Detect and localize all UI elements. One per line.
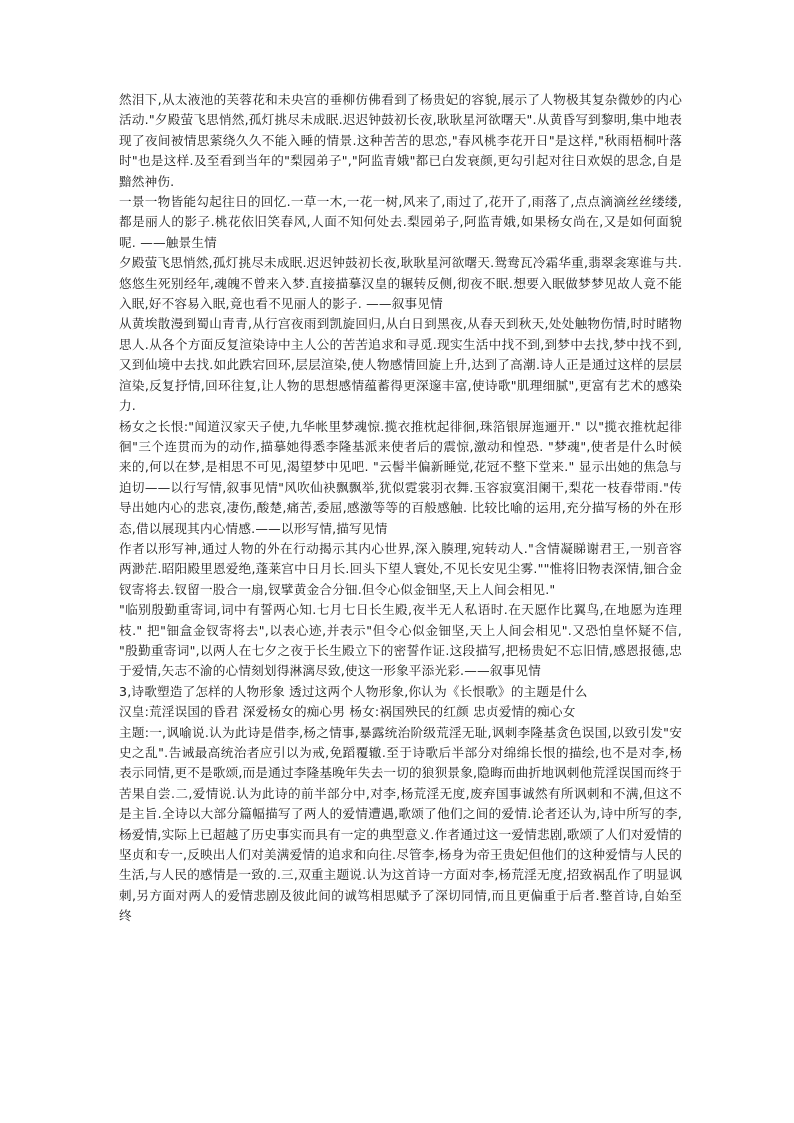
paragraph-4: 从黄埃散漫到蜀山青青,从行宫夜雨到凯旋回归,从白日到黑夜,从春天到秋天,处处触物伤情,时时睹物思人.从各个方面反复渲染诗中主人公的苦苦追求和寻觅.现实生活中找不到,到梦中去找,梦中找不到,又到仙境中去找.如此跌宕回环,层层渲染,使人物感情回旋上升,达到了高潮.诗人正是通过这样的层层渲染,反复抒情,回环往复,让人物的思想感情蕴蓄得更深邃丰富,使诗歌"肌理细腻",更富有艺术的感染力. [119,316,682,414]
theme-paragraph: 主题:一,讽喻说.认为此诗是借李,杨之情事,暴露统治阶级荒淫无耻,讽刺李隆基贪色误国,以致引发"安史之乱".告诫最高统治者应引以为戒,免蹈覆辙.至于诗歌后半部分对绵绵长恨的描绘,也不是对李,杨表示同情,更不是歌颂,而是通过李隆基晚年失去一切的狼狈景象,隐晦而曲折地讽刺他荒淫误国而终于苦果自尝.二,爱情说.认为此诗的前半部分中,对李,杨荒淫无度,废弃国事诚然有所讽刺和不满,但这不是主旨.全诗以大部分篇幅描写了两人的爱情遭遇,歌颂了他们之间的爱情.论者还认为,诗中所写的李,杨爱情,实际上已超越了历史事实而具有一定的典型意义.作者通过这一爱情悲剧,歌颂了人们对爱情的坚贞和专一,反映出人们对美满爱情的追求和向往.尽管李,杨身为帝王贵妃但他们的这种爱情与人民的生活,与人民的感情是一致的.三,双重主题说.认为这首诗一方面对李,杨荒淫无度,招致祸乱作了明显讽刺,另方面对两人的爱情悲剧及彼此间的诚笃相思赋予了深切同情,而且更偏重于后者.整首诗,自始至终 [119,724,682,924]
paragraph-6: 作者以形写神,通过人物的外在行动揭示其内心世界,深入腠理,宛转动人."含情凝睇谢君王,一别音容两渺茫.昭阳殿里恩爱绝,蓬莱宫中日月长.回头下望人寰处,不见长安见尘雾.""惟将旧物表深情,钿合金钗寄将去.钗留一股合一扇,钗擘黄金合分钿.但令心似金钿坚,天上人间会相见." [119,540,682,597]
character-summary: 汉皇:荒淫误国的昏君 深爱杨女的痴心男 杨女:祸国殃民的红颜 忠贞爱情的痴心女 [119,704,576,720]
paragraph-5: 杨女之长恨:"闻道汉家天子使,九华帐里梦魂惊.揽衣推枕起徘徊,珠箔银屏迤逦开." 以"揽衣推枕起徘徊"三个连贯而为的动作,描摹她得悉李隆基派来使者后的震惊,激动和惶恐. "梦魂",使者是什么时候来的,何以在梦,是相思不可见,渴望梦中见吧. "云髻半偏新睡觉,花冠不整下堂来." 显示出她的焦急与迫切——以行写情,叙事见情"风吹仙袂飘飘举,犹似霓裳羽衣舞.玉容寂寞泪阑干,梨花一枝春带雨."传导出她内心的悲哀,凄伤,酸楚,痛苦,委屈,感激等等的百般感触. 比较比喻的运用,充分描写杨的外在形态,借以展现其内心情感.——以形写情,描写见情 [119,418,682,536]
paragraph-2: 一景一物皆能勾起往日的回忆.一草一木,一花一树,风来了,雨过了,花开了,雨落了,点点滴滴丝丝缕缕,都是丽人的影子.桃花依旧笑春风,人面不知何处去.梨园弟子,阿监青娥,如果杨女尚在,又是如何面貌呢. ——触景生情 [119,194,682,250]
paragraph-1: 然泪下,从太液池的芙蓉花和未央宫的垂柳仿佛看到了杨贵妃的容貌,展示了人物极其复杂微妙的内心活动."夕殿萤飞思悄然,孤灯挑尽未成眠.迟迟钟鼓初长夜,耿耿星河欲曙天".从黄昏写到黎明,集中地表现了夜间被情思萦绕久久不能入睡的情景.这种苦苦的思恋,"春风桃李花开日"是这样,"秋雨梧桐叶落时"也是这样.及至看到当年的"梨园弟子","阿监青娥"都已白发衰颜,更勾引起对往日欢娱的思念,自是黯然神伤. [119,92,682,189]
question-heading: 3,诗歌塑造了怎样的人物形象 透过这两个人物形象,你认为《长恨歌》的主题是什么 [119,683,588,699]
paragraph-7: "临别殷勤重寄词,词中有誓两心知.七月七日长生殿,夜半无人私语时.在天愿作比翼鸟,在地愿为连理枝." 把"钿盒金钗寄将去",以表心迹,并表示"但令心似金钿坚,天上人间会相见".又恐怕皇怀疑不信, "殷勤重寄词",以两人在七夕之夜于长生殿立下的密誓作证.这段描写,把杨贵妃不忘旧情,感恩报德,忠于爱情,矢志不渝的心情刻划得淋漓尽致,使这一形象平添光彩.——叙事见情 [119,602,682,679]
document-page [119,90,682,927]
paragraph-3: 夕殿萤飞思悄然,孤灯挑尽未成眠.迟迟钟鼓初长夜,耿耿星河欲曙天.鸳鸯瓦冷霜华重,翡翠衾寒谁与共.悠悠生死别经年,魂魄不曾来入梦.直接描摹汉皇的辗转反侧,彻夜不眠.想要入眠做梦梦见故人竟不能入眠,好不容易入眠,竟也看不见丽人的影子. ——叙事见情 [119,255,682,312]
